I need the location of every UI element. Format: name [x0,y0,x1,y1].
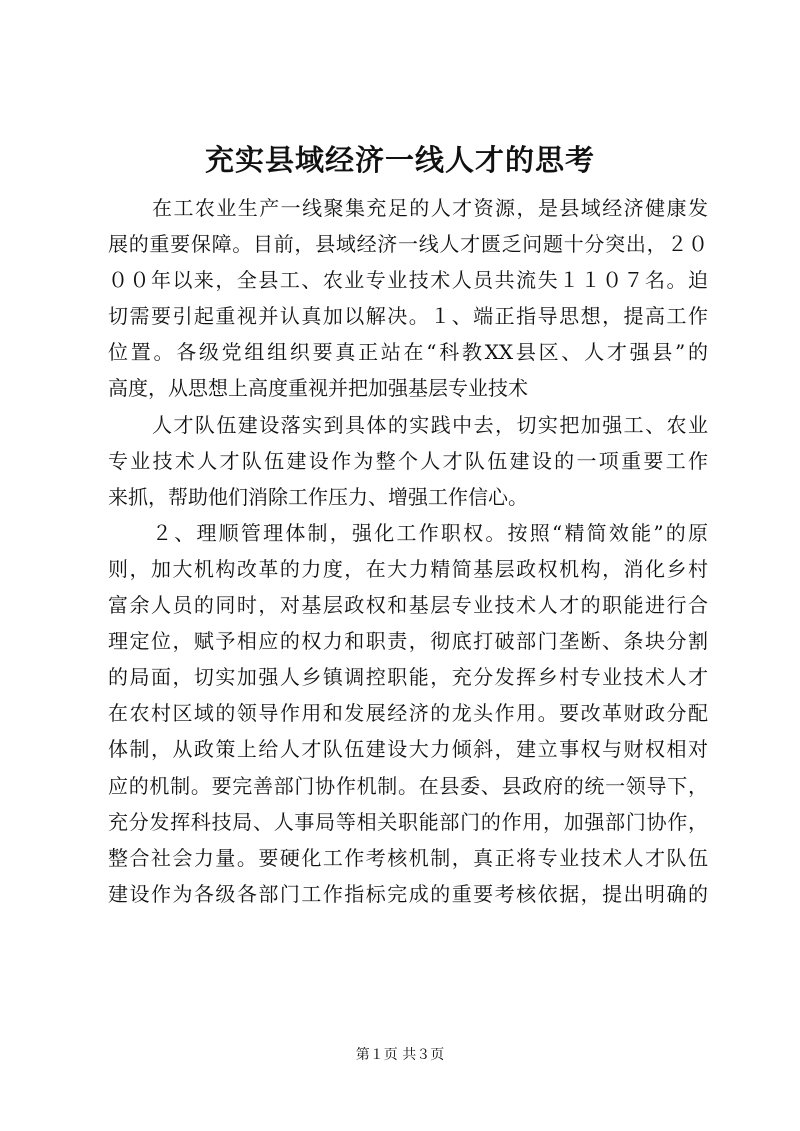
text-line: 人才队伍建设落实到具体的实践中去，切实把加强工、农业 [152,412,708,437]
text-line: 来抓，帮助他们消除工作压力、增强工作信心。 [108,484,528,509]
text-line: 应的机制。要完善部门协作机制。在县委、县政府的统一领导下， [108,773,708,798]
text-line: 切需要引起重视并认真加以解决。１、端正指导思想，提高工作 [108,304,708,329]
text-line: 在农村区域的领导作用和发展经济的龙头作用。要改革财政分配 [108,701,708,726]
text-line: 位置。各级党组组织要真正站在“科教XX县区、人才强县”的 [108,340,708,365]
article-body [108,190,708,912]
text-line: 的局面，切实加强人乡镇调控职能，充分发挥乡村专业技术人才 [108,665,708,690]
text-line: 富余人员的同时，对基层政权和基层专业技术人才的职能进行合 [108,593,708,618]
page-title: 充实县域经济一线人才的思考 [204,143,595,177]
text-line: 建设作为各级各部门工作指标完成的重要考核依据，提出明确的 [108,881,708,906]
text-line: 整合社会力量。要硬化工作考核机制，真正将专业技术人才队伍 [108,845,708,870]
text-line: ００年以来，全县工、农业专业技术人员共流失１１０７名。迫 [108,268,708,293]
text-line: ２、理顺管理体制，强化工作职权。按照“精简效能”的原 [152,520,708,545]
text-line: 在工农业生产一线聚集充足的人才资源，是县域经济健康发 [152,196,708,220]
text-line: 体制，从政策上给人才队伍建设大力倾斜，建立事权与财权相对 [108,737,708,762]
text-line: 理定位，赋予相应的权力和职责，彻底打破部门垄断、条块分割 [108,629,708,654]
text-line: 展的重要保障。目前，县域经济一线人才匮乏问题十分突出，２０ [108,232,708,257]
text-line: 充分发挥科技局、人事局等相关职能部门的作用，加强部门协作， [108,809,708,834]
text-line: 高度，从思想上高度重视并把加强基层专业技术 [108,376,528,401]
text-line: 专业技术人才队伍建设作为整个人才队伍建设的一项重要工作 [108,448,708,473]
page-number-footer: 第１页 共３页 [355,1047,445,1063]
text-line: 则，加大机构改革的力度，在大力精简基层政权机构，消化乡村 [108,556,708,581]
